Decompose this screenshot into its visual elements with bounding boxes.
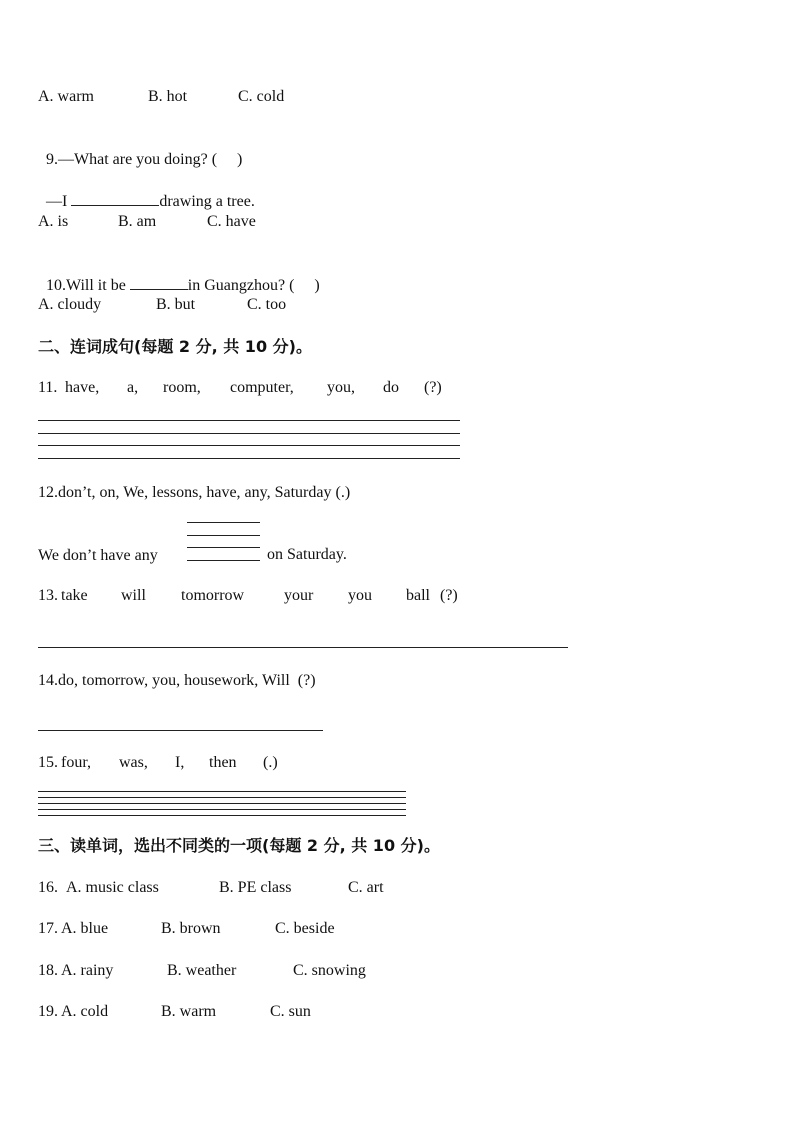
- q10-blank[interactable]: [130, 275, 188, 290]
- q13-number: 13.: [38, 587, 58, 604]
- q8-option-a[interactable]: A. warm: [38, 88, 94, 105]
- q16-option-c[interactable]: C. art: [348, 879, 384, 896]
- q15-answer-line[interactable]: [38, 803, 406, 804]
- q15-word: (.): [263, 754, 278, 771]
- q10-option-a[interactable]: A. cloudy: [38, 296, 102, 313]
- q11-word: computer,: [230, 379, 294, 396]
- q19-option-c[interactable]: C. sun: [270, 1003, 311, 1020]
- q9-question: [38, 130, 242, 170]
- q17-option-b[interactable]: B. brown: [161, 920, 221, 937]
- q9-answer-prefix: —I: [46, 193, 68, 210]
- q11-number: 11.: [38, 379, 58, 396]
- q11-word: a,: [127, 379, 139, 396]
- q9-number: 9.: [46, 151, 58, 168]
- q13-word: will: [121, 587, 146, 604]
- q13-word: (?): [440, 587, 458, 604]
- q10-question: [38, 255, 320, 296]
- q18-number: 18.: [38, 962, 58, 979]
- q12-blank-line[interactable]: [187, 560, 260, 561]
- q10-option-b[interactable]: B. but: [156, 296, 196, 313]
- q17-number: 17.: [38, 920, 58, 937]
- q12-blank-line[interactable]: [187, 522, 260, 523]
- q13-word: ball: [406, 587, 430, 604]
- q9-answer-suffix: drawing a tree.: [159, 193, 255, 210]
- q18-option-b[interactable]: B. weather: [167, 962, 237, 979]
- q9-option-c[interactable]: C. have: [207, 213, 256, 230]
- q15-word: was,: [119, 754, 148, 771]
- q17-option-c[interactable]: C. beside: [275, 920, 335, 937]
- q11-word: room,: [163, 379, 201, 396]
- q11-answer-line[interactable]: [38, 458, 460, 459]
- q16-number: 16.: [38, 879, 58, 896]
- q12-answer-suffix: on Saturday.: [267, 546, 347, 563]
- q18-option-c[interactable]: C. snowing: [293, 962, 366, 979]
- q13-words: [0, 587, 794, 607]
- q11-word: have,: [65, 379, 100, 396]
- q16-option-a[interactable]: A. music class: [66, 879, 159, 896]
- q15-answer-line[interactable]: [38, 809, 406, 810]
- q15-word: four,: [61, 754, 92, 771]
- q12-answer-prefix: We don’t have any: [38, 547, 158, 564]
- q9-option-b[interactable]: B. am: [118, 213, 157, 230]
- q14-prompt: 14.do, tomorrow, you, housework, Will (?): [38, 672, 316, 689]
- q19-option-a[interactable]: A. cold: [61, 1003, 109, 1020]
- q18-option-a[interactable]: A. rainy: [61, 962, 114, 979]
- q11-words: [0, 379, 794, 399]
- q8-option-b[interactable]: B. hot: [148, 88, 188, 105]
- q10-question-end: in Guangzhou? ( ): [187, 277, 320, 294]
- q13-word: take: [61, 587, 88, 604]
- q8-option-c[interactable]: C. cold: [238, 88, 285, 105]
- q15-answer-line[interactable]: [38, 797, 406, 798]
- q11-answer-line[interactable]: [38, 420, 460, 421]
- q16-option-b[interactable]: B. PE class: [219, 879, 292, 896]
- q15-word: I,: [175, 754, 185, 771]
- q17-option-a[interactable]: A. blue: [61, 920, 109, 937]
- q13-answer-line[interactable]: [38, 647, 568, 648]
- q15-word: then: [209, 754, 237, 771]
- q10-number: 10.: [46, 277, 66, 294]
- q11-answer-line[interactable]: [38, 433, 460, 434]
- q15-number: 15.: [38, 754, 58, 771]
- q14-answer-line[interactable]: [38, 730, 323, 731]
- q11-word: (?): [424, 379, 442, 396]
- q10-question-start: Will it be: [66, 277, 126, 294]
- q19-option-b[interactable]: B. warm: [161, 1003, 217, 1020]
- q15-answer-line[interactable]: [38, 815, 406, 816]
- q10-option-c[interactable]: C. too: [247, 296, 287, 313]
- section2-title: 二、连词成句(每题 2 分, 共 10 分)。: [38, 337, 312, 356]
- q19-number: 19.: [38, 1003, 58, 1020]
- q13-word: your: [284, 587, 314, 604]
- q12-blank-line[interactable]: [187, 535, 260, 536]
- q9-question-text: —What are you doing? ( ): [58, 151, 243, 168]
- q11-answer-line[interactable]: [38, 445, 460, 446]
- q15-words: [0, 754, 794, 774]
- q9-option-a[interactable]: A. is: [38, 213, 69, 230]
- q13-word: tomorrow: [181, 587, 245, 604]
- section3-title: 三、读单词，选出不同类的一项(每题 2 分, 共 10 分)。: [38, 836, 440, 855]
- q11-word: you,: [327, 379, 355, 396]
- q9-answer-line: [38, 171, 255, 212]
- q15-answer-line[interactable]: [38, 791, 406, 792]
- q12-blank-line[interactable]: [187, 547, 260, 548]
- q13-word: you: [348, 587, 372, 604]
- q12-prompt: 12.don’t, on, We, lessons, have, any, Saturday (.): [38, 484, 351, 501]
- q9-blank[interactable]: [71, 191, 159, 206]
- q11-word: do: [383, 379, 399, 396]
